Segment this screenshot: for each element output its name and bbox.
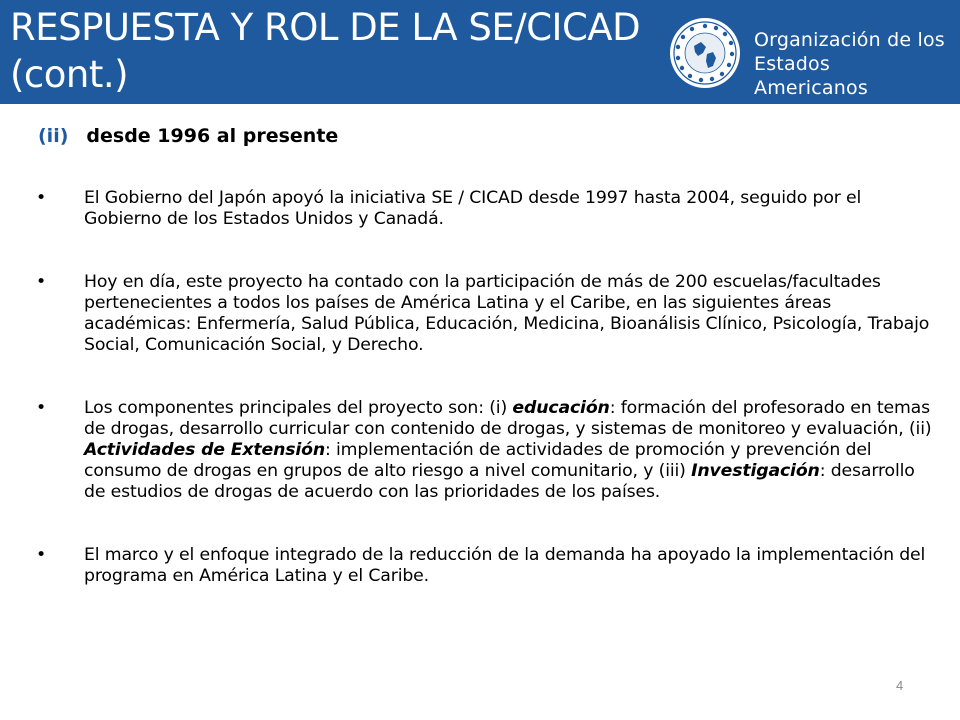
bullet-item — [36, 272, 936, 356]
oas-seal-icon — [668, 16, 742, 90]
bullet-dot: • — [36, 272, 47, 292]
title-line-2: (cont.) — [10, 53, 129, 96]
bullet-text: El Gobierno del Japón apoyó la iniciativa SE / CICAD desde 1997 hasta 2004, seguido por el Gobierno de los Estados Unidos y Canadá. — [84, 188, 862, 229]
slide-title — [10, 4, 650, 98]
title-line-1: RESPUESTA Y ROL DE LA SE/CICAD — [10, 6, 641, 49]
text-run: : implementación de actividades de promoción y prevención del consumo de drogas en grupos de alto riesgo a nivel comunitario, y (iii) — [84, 440, 872, 481]
subheading-text: desde 1996 al presente — [86, 125, 339, 147]
section-subheading — [38, 125, 338, 147]
page-number: 4 — [896, 678, 904, 693]
bullet-dot: • — [36, 398, 47, 418]
org-line-2: Estados Americanos — [754, 53, 868, 99]
bullet-dot: • — [36, 545, 47, 565]
bullet-item — [36, 188, 936, 230]
keyword-extension: Actividades de Extensión — [84, 440, 326, 460]
bullet-dot: • — [36, 188, 47, 208]
bullet-text — [84, 398, 931, 502]
text-run: : formación del profesorado en temas de drogas, desarrollo curricular con contenido de drogas, y sistemas de monitoreo y evaluación, (ii) — [84, 398, 932, 439]
keyword-education: educación — [512, 398, 610, 418]
keyword-research: Investigación — [691, 461, 820, 481]
text-run: Los componentes principales del proyecto son: (i) — [84, 398, 513, 418]
bullet-text: El marco y el enfoque integrado de la reducción de la demanda ha apoyado la implementación del programa en América Latina y el Caribe. — [84, 545, 926, 586]
organization-name — [754, 28, 946, 100]
bullet-text: Hoy en día, este proyecto ha contado con la participación de más de 200 escuelas/facultades pertenecientes a todos los países de América Latina y el Caribe, en las siguientes áreas académicas: Enfermería, Salud Pública, Educación, Medicina, Bioanálisis Clínico, Psicología, Trabajo Social, Comunicación Social, y Derecho. — [84, 272, 930, 355]
bullet-list — [36, 188, 936, 629]
org-line-1: Organización de los — [754, 29, 945, 51]
subheading-number: (ii) — [38, 125, 69, 147]
text-run: : desarrollo de estudios de drogas de acuerdo con las prioridades de los países. — [84, 461, 915, 502]
oas-logo — [668, 16, 948, 99]
header-bar — [0, 0, 960, 104]
bullet-item — [36, 545, 936, 587]
bullet-item — [36, 398, 936, 503]
